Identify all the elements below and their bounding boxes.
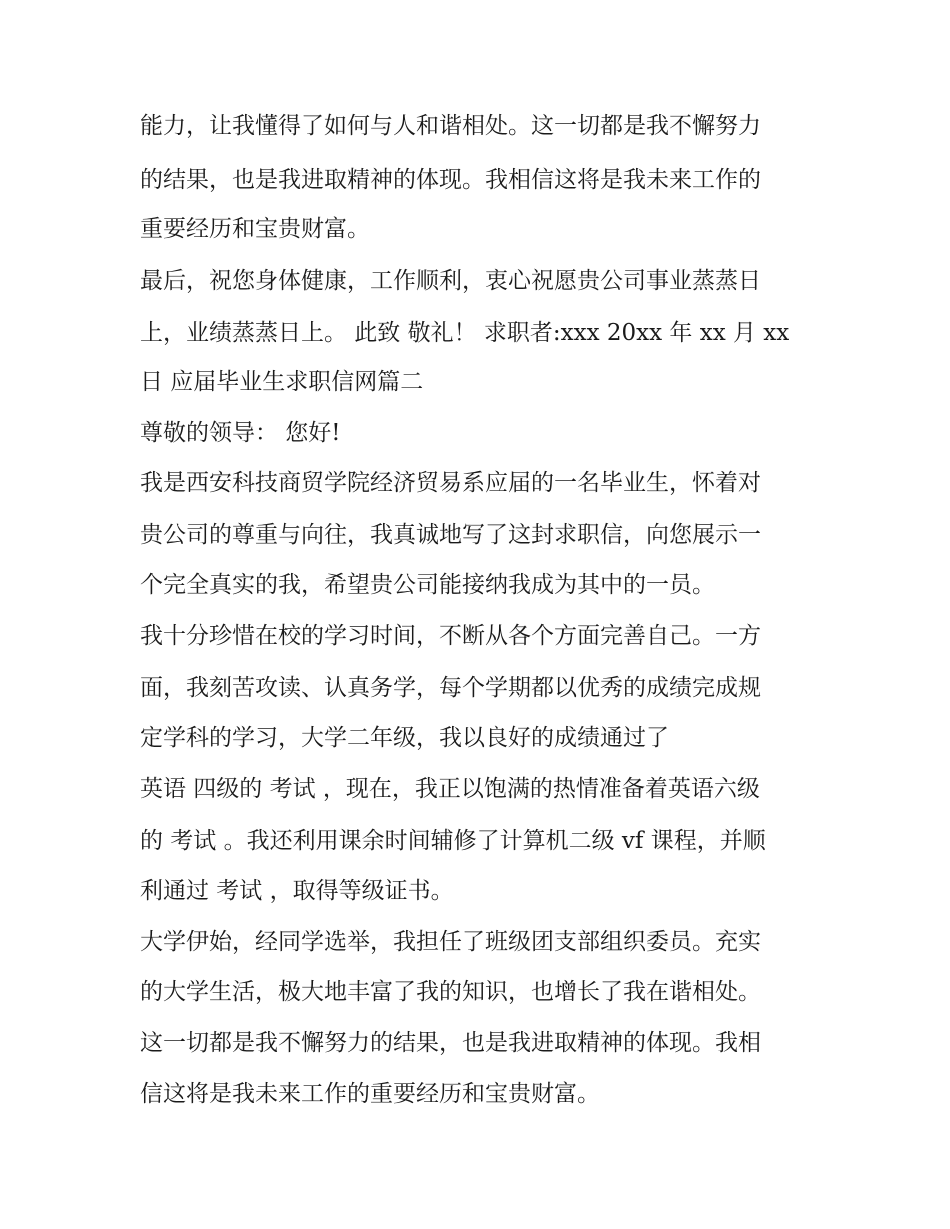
text-line: 我十分珍惜在校的学习时间，不断从各个方面完善自己。一方 bbox=[140, 623, 761, 649]
text-line: 面，我刻苦攻读、认真务学，每个学期都以优秀的成绩完成规 bbox=[140, 675, 761, 701]
text-line: 的大学生活，极大地丰富了我的知识，也增长了我在谐相处。 bbox=[140, 979, 761, 1005]
text-line: 贵公司的尊重与向往，我真诚地写了这封求职信，向您展示一 bbox=[140, 522, 761, 548]
text-line: 我是西安科技商贸学院经济贸易系应届的一名毕业生，怀着对 bbox=[140, 470, 761, 496]
text-line: 定学科的学习，大学二年级，我以良好的成绩通过了 bbox=[140, 725, 669, 751]
text-line: 信这将是我未来工作的重要经历和宝贵财富。 bbox=[140, 1081, 600, 1107]
text-line: 上，业绩蒸蒸日上。 此致 敬礼！ 求职者:xxx 20xx 年 xx 月 xx bbox=[140, 320, 790, 346]
text-line: 重要经历和宝贵财富。 bbox=[140, 216, 370, 242]
text-line: 利通过 考试 ，取得等级证书。 bbox=[140, 878, 454, 904]
text-line: 这一切都是我不懈努力的结果，也是我进取精神的体现。我相 bbox=[140, 1030, 761, 1056]
text-line: 能力，让我懂得了如何与人和谐相处。这一切都是我不懈努力 bbox=[140, 113, 761, 139]
text-line: 日 应届毕业生求职信网篇二 bbox=[140, 369, 424, 395]
text-line: 英语 四级的 考试 ，现在，我正以饱满的热情准备着英语六级 bbox=[140, 776, 760, 802]
text-line: 最后，祝您身体健康，工作顺利，衷心祝愿贵公司事业蒸蒸日 bbox=[140, 268, 761, 294]
text-line: 的 考试 。我还利用课余时间辅修了计算机二级 vf 课程，并顺 bbox=[140, 828, 766, 854]
text-line: 尊敬的领导： 您好! bbox=[140, 420, 341, 446]
text-line: 的结果，也是我进取精神的体现。我相信这将是我未来工作的 bbox=[140, 167, 761, 193]
text-line: 大学伊始，经同学选举，我担任了班级团支部组织委员。充实 bbox=[140, 929, 761, 955]
text-line: 个完全真实的我，希望贵公司能接纳我成为其中的一员。 bbox=[140, 572, 715, 598]
